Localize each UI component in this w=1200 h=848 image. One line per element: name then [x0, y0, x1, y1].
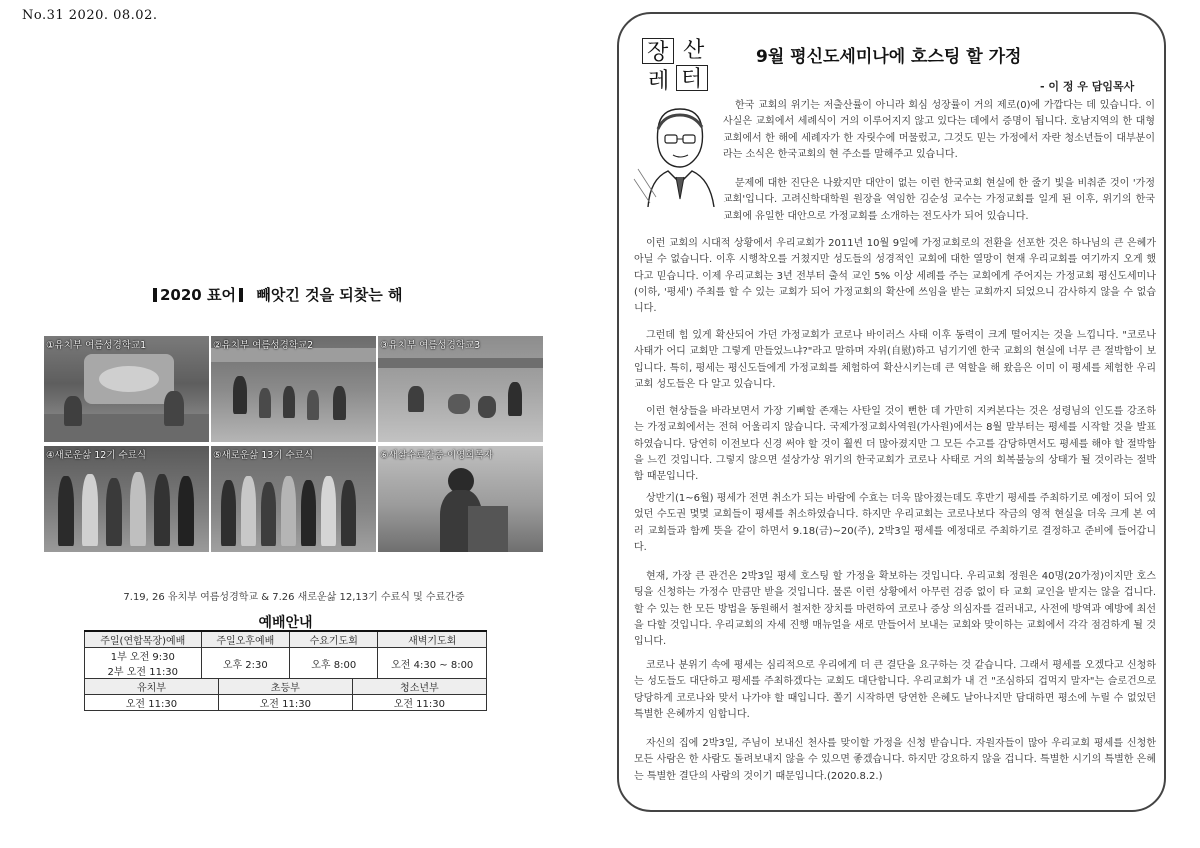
- pastor-portrait: [628, 99, 728, 207]
- worship-header: 수요기도회: [290, 631, 378, 648]
- letter-paragraph: 한국 교회의 위기는 저출산률이 아니라 회심 성장률이 거의 제로(0)에 가깝다는 데 있습니다. 이 사실은 교회에서 세례식이 거의 이루어지지 않고 있다는 데에서 증명이 됩니다. 호남지역의 한 대형교회에서 한 해에 세례자가 한 자릿수에 머물렀고, 그것도 믿는 가정에서 자란 청소년들이 대부분이라는 소식은 한국교회의 현 주소를 말해주고 있습니다.: [723, 100, 1155, 160]
- worship-time-dawn: 오전 4:30 ~ 8:00: [378, 648, 487, 679]
- letter-paragraph: 상반기(1~6월) 평세가 전면 취소가 되는 바람에 수효는 더욱 많아졌는데도 후반기 평세를 주최하기로 예정이 되어 있었던 수도권 몇몇 교회들이 평세를 취소하였습니다. 하지만 우리교회는 코로나보다 작금의 영적 현실을 더욱 크게 본 여러 교회들과 함께 뜻을 같이 하면서 9.18(금)~20(주), 2박3일 평세를 예정대로 주최하기로 결정하고 준비에 들어갑니다.: [634, 493, 1156, 553]
- logo-char: 레: [648, 69, 670, 94]
- photo-caption-5: ⑤새로운삶 13기 수료식: [213, 450, 314, 461]
- bar-mark: [239, 288, 243, 302]
- motto-heading: [150, 284, 402, 305]
- dept-time: 오전 11:30: [352, 695, 486, 711]
- letter-author: - 이 정 우 담임목사: [1040, 80, 1135, 93]
- photo-caption: 7.19, 26 유치부 여름성경학교 & 7.26 새로운삶 12,13기 수료식 및 수료간증: [123, 592, 465, 603]
- photo-graduation-13: [211, 446, 376, 552]
- letter-title: 9월 평신도세미나에 호스팅 할 가정: [756, 47, 1022, 67]
- photo-caption-2: ②유치부 여름성경학교2: [213, 340, 314, 351]
- letter-paragraph: 이런 현상들을 바라보면서 가장 기뻐할 존재는 사탄일 것이 뻔한 데 가만히 지켜본다는 것은 성령님의 인도를 강조하는 가정교회에서는 전혀 어울리지 않습니다. 국제가정교회사역원(가사원)에서는 8월 말부터는 평세를 시작할 것을 발표하였습니다. 당연히 이전보다 신경 써야 할 것이 훨씬 더 많아졌지만 그 모든 수고를 감당하면서도 평세를 해야 할 절박함을 느낀 것입니다. 그렇지 않으면 설상가상 위기의 한국교회가 코로나 사태로 거의 회복불능의 상태가 될 것이라는 절박함 때문입니다.: [634, 406, 1156, 483]
- dept-time: 오전 11:30: [218, 695, 352, 711]
- photo-caption-6: ⑥새삶수료간증-이영희목자: [380, 450, 493, 461]
- photo-vbs-2: [211, 336, 376, 442]
- letter-paragraph: 문제에 대한 진단은 나왔지만 대안이 없는 이런 한국교회 현실에 한 줄기 빛을 비춰준 것이 '가정교회'입니다. 고려신학대학원 원장을 역임한 김순성 교수는 가정교회를 일게 된 이후, 위기의 한국 교회에 유일한 대안으로 가정교회를 소개하는 전도사가 되어 있습니다.: [723, 178, 1155, 222]
- photo-vbs-3: [378, 336, 543, 442]
- worship-header: 새벽기도회: [378, 631, 487, 648]
- logo-char: 터: [681, 67, 703, 92]
- worship-table: [84, 630, 487, 679]
- worship-title: 예배안내: [258, 615, 313, 631]
- photo-testimony: [378, 446, 543, 552]
- photo-caption-3: ③유치부 여름성경학교3: [380, 340, 481, 351]
- logo-char: 산: [683, 38, 705, 63]
- motto-label: 2020 표어: [160, 286, 236, 304]
- sunday-service-1: 1부 오전 9:30: [110, 652, 175, 663]
- logo-char: 장: [647, 40, 669, 65]
- department-table: [84, 678, 487, 711]
- photo-grid: [44, 336, 544, 552]
- worship-header: 주일오후예배: [201, 631, 289, 648]
- worship-time-sunday: [85, 648, 202, 679]
- worship-header: 주일(연합목장)예배: [85, 631, 202, 648]
- dept-time: 오전 11:30: [85, 695, 219, 711]
- letter-paragraph: 이런 교회의 시대적 상황에서 우리교회가 2011년 10월 9일에 가정교회로의 전환을 선포한 것은 하나님의 큰 은혜가 아닐 수 없습니다. 이후 시행착오를 거쳤지만 성도들의 성경적인 교회에 대한 열망이 현재 우리교회를 여기까지 오게 했다고 믿습니다. 이제 우리교회는 3년 전부터 출석 교인 5% 이상 세례를 주는 교회에게 주어지는 가정교회 평신도세미나(이하, '평세') 주최를 할 수 있는 교회가 되어 가정교회의 확산에 쓰임을 받는 교회까지 되었으니 감사하지 않을 수 없습니다.: [634, 238, 1156, 315]
- letter-paragraph: 현재, 가장 큰 관건은 2박3일 평세 호스팅 할 가정을 확보하는 것입니다. 우리교회 정원은 40명(20가정)이지만 호스팅을 신청하는 가정수 만큼만 받을 것입니다. 물론 이런 상황에서 아무런 검증 없이 타 교회 교인을 받지는 않을 겁니다. 할 수 있는 한 모든 방법을 동원해서 철저한 장치를 마련하여 코로나 증상 의심자를 걸러내고, 사전에 방역과 예방에 최선을 다할 것입니다. 우리교회의 자세 진행 매뉴얼을 새로 만들어서 보내는 교회와 맞이하는 교회에서 각각 점검하게 될 것입니다.: [634, 571, 1156, 648]
- motto-text: 빼앗긴 것을 되찾는 해: [256, 286, 403, 304]
- letter-paragraph: 자신의 집에 2박3일, 주님이 보내신 천사를 맞이할 가정을 신청 받습니다. 자원자들이 많아 우리교회 평세를 신청한 모든 사람은 한 사람도 돌려보내지 않을 수 있으면 좋겠습니다. 하지만 강요하지 않을 겁니다. 특별한 시기의 특별한 은혜는 특별한 결단의 사람의 것이기 때문입니다.(2020.8.2.): [634, 738, 1156, 782]
- bar-mark: [153, 288, 157, 302]
- worship-time-afternoon: 오후 2:30: [201, 648, 289, 679]
- sunday-service-2: 2부 오전 11:30: [107, 667, 179, 678]
- letter-paragraph: 그런데 힘 있게 확산되어 가던 가정교회가 코로나 바이러스 사태 이후 동력이 크게 떨어지는 것을 느낍니다. "코로나 사태가 어디 교회만 그렇게 만들었느냐?"라고 말하며 자위(自慰)하고 넘기기엔 한국 교회의 현실에 너무 큰 절박함이 보입니다. 특히, 평세는 평신도들에게 가정교회를 체험하여 확산시키는데 큰 역할을 해 왔음은 이미 이 평세를 체험한 우리교회 성도들은 다 알고 있습니다.: [634, 330, 1156, 390]
- dept-header: 유치부: [85, 679, 219, 695]
- photo-vbs-1: [44, 336, 209, 442]
- dept-header: 청소년부: [352, 679, 486, 695]
- column-logo: [640, 32, 715, 92]
- photo-caption-1: ①유치부 여름성경학교1: [46, 340, 147, 351]
- photo-caption-4: ④새로운삶 12기 수료식: [46, 450, 147, 461]
- photo-graduation-12: [44, 446, 209, 552]
- issue-number: No.31 2020. 08.02.: [22, 8, 158, 23]
- letter-paragraph: 코로나 분위기 속에 평세는 심리적으로 우리에게 더 큰 결단을 요구하는 것 같습니다. 그래서 평세를 오겠다고 신청하는 성도들도 대단하고 평세를 주최하겠다는 교회도 대단합니다. 우리교회가 내 건 "조심하되 겁먹지 말자"는 슬로건으로 당당하게 코로나와 맞서 나가야 할 때입니다. 쫄기 시작하면 당연한 은혜도 날아나지만 담대하면 평소에 누릴 수 없었던 특별한 은혜까지 임합니다.: [634, 660, 1156, 720]
- worship-schedule: [84, 612, 487, 711]
- dept-header: 초등부: [218, 679, 352, 695]
- worship-time-wednesday: 오후 8:00: [290, 648, 378, 679]
